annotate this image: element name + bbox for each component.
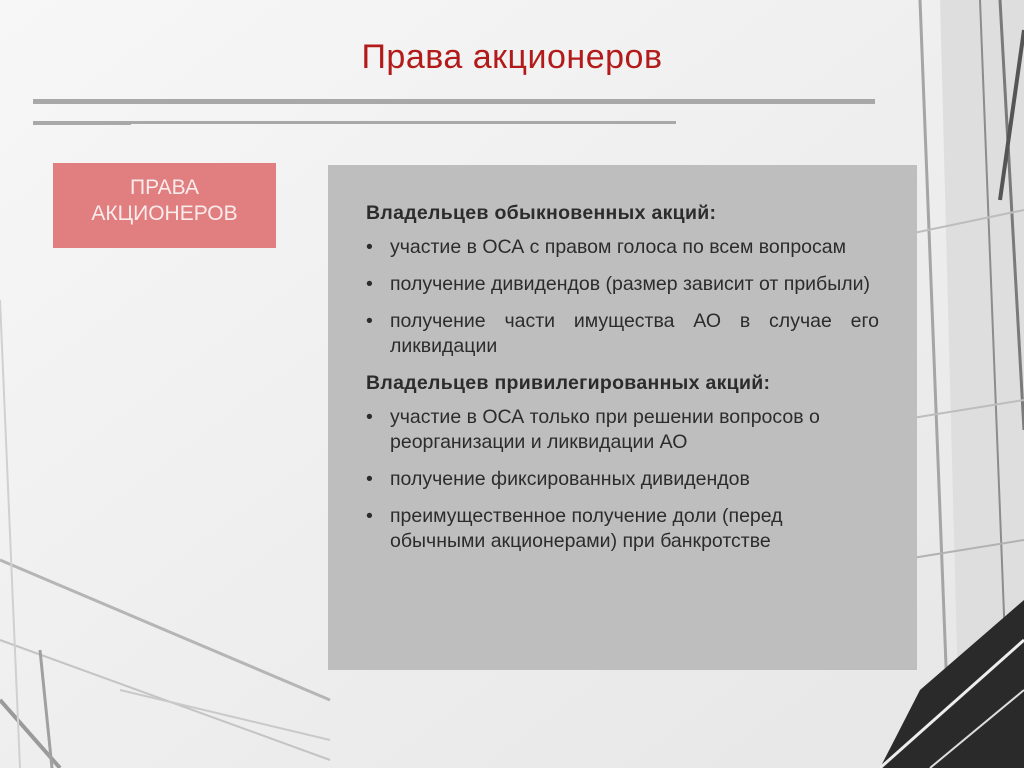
bullet-icon: • <box>366 406 373 428</box>
common-shares-list <box>366 235 879 359</box>
list-item: • участие в ОСА с правом голоса по всем вопросам <box>366 236 847 258</box>
bullet-icon: • <box>366 236 373 258</box>
rights-content-panel <box>328 165 917 670</box>
list-item: • получение дивидендов (размер зависит от прибыли) <box>366 273 871 295</box>
list-item: • преимущественное получение доли (перед обычными акционерами) при банкротстве <box>366 505 783 552</box>
section-label-line2: АКЦИОНЕРОВ <box>91 202 238 225</box>
section-label-line1: ПРАВА <box>129 176 200 199</box>
bullet-icon: • <box>366 468 373 490</box>
title-divider-top <box>33 99 875 104</box>
section-label-box <box>53 163 276 248</box>
list-item: • получение фиксированных дивидендов <box>366 468 750 490</box>
list-item: • участие в ОСА только при решении вопросов о реорганизации и ликвидации АО <box>366 406 820 453</box>
preferred-shares-list <box>366 405 879 554</box>
title-divider-accent <box>33 121 131 125</box>
preferred-shares-heading: Владельцев привилегированных акций: <box>366 372 771 394</box>
title-divider-bottom <box>131 121 676 124</box>
bullet-icon: • <box>366 273 373 295</box>
bullet-icon: • <box>366 310 373 332</box>
list-item: • получение части имущества АО в случае его ликвидации <box>366 310 879 357</box>
bullet-icon: • <box>366 505 373 527</box>
slide-title: Права акционеров <box>361 38 663 76</box>
common-shares-heading: Владельцев обыкновенных акций: <box>366 202 717 224</box>
